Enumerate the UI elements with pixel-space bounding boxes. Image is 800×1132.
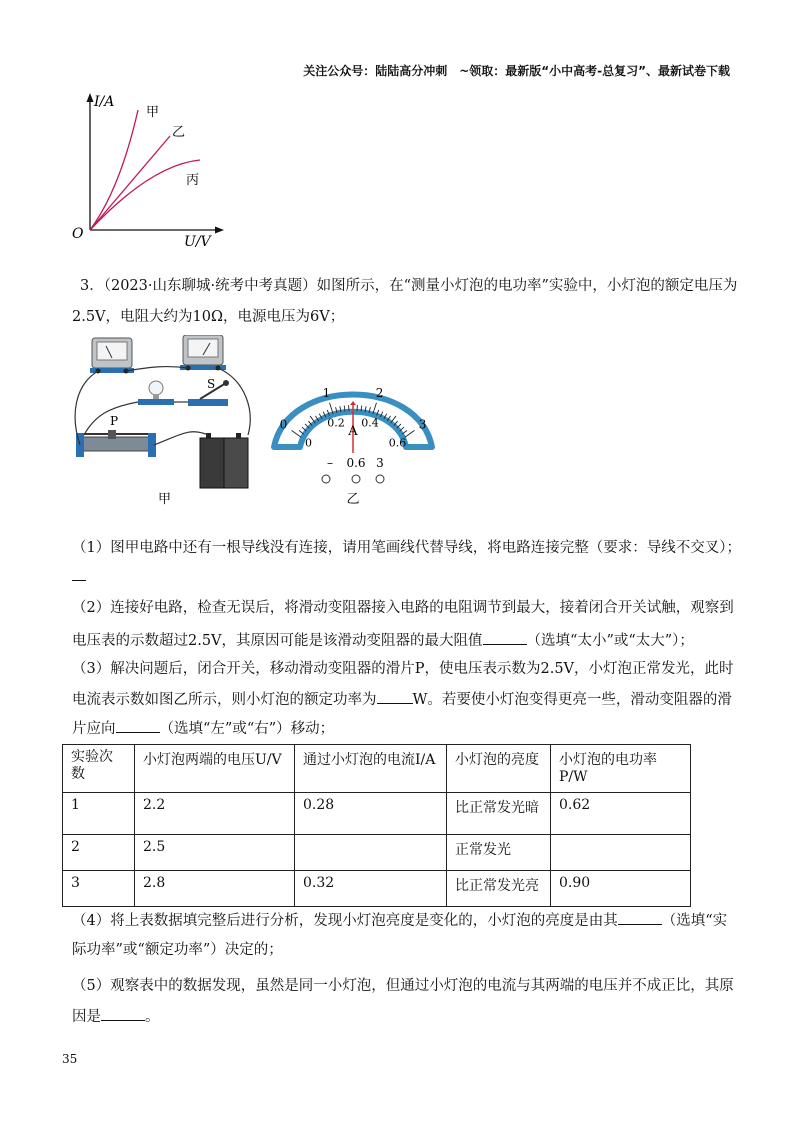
terminal-knob-0-6 <box>352 475 360 483</box>
data-table <box>62 744 691 907</box>
table-row <box>63 793 691 835</box>
answer-blank-3b <box>116 718 160 733</box>
table-cell <box>295 835 447 871</box>
answer-blank-2 <box>483 630 527 645</box>
part-4-line2: 际功率”或“额定功率”）决定的； <box>72 942 283 958</box>
part-1: （1）图甲电路中还有一根导线没有连接，请用笔画线代替导线，将电路连接完整（要求：导线不交叉）； <box>72 540 741 556</box>
light-bulb <box>138 381 174 405</box>
part-2-line1: （2）连接好电路，检查无误后，将滑动变阻器接入电路的电阻调节到最大，接着闭合开关试触，观察到 <box>72 600 734 616</box>
table-cell: 2 <box>63 835 135 871</box>
part-3-text-3: 片应向 <box>72 721 116 737</box>
curve-jia <box>90 110 138 230</box>
table-header-row <box>63 745 691 793</box>
table-cell: 2.2 <box>135 793 295 835</box>
table-cell: 0.62 <box>551 793 691 835</box>
table-cell: 正常发光 <box>447 835 551 871</box>
terminal-3: 3 <box>376 456 384 470</box>
table-header-cell: 小灯泡的电功率P/W <box>551 745 691 793</box>
page-number: 35 <box>62 1052 78 1066</box>
answer-blank-5 <box>101 1006 145 1021</box>
question-stem-text: 如图所示，在“测量小灯泡的电功率”实验中，小灯泡的额定电压为 <box>316 278 738 294</box>
table-header-cell: 通过小灯泡的电流I/A <box>295 745 447 793</box>
curve-yi <box>90 136 170 230</box>
page-header: 关注公众号：陆陆高分冲刺 ~领取：最新版“小中高考-总复习”、最新试卷下载 <box>303 64 730 78</box>
table-cell: 2.8 <box>135 871 295 907</box>
question-source: （2023·山东聊城·统考中考真题） <box>103 278 317 294</box>
curve-bing <box>90 160 200 230</box>
ammeter-unit: A <box>348 424 358 439</box>
part-5-line2 <box>72 1006 160 1027</box>
part-2-text: 电压表的示数超过2.5V，其原因可能是该滑动变阻器的最大阻值 <box>72 633 483 649</box>
table-cell: 比正常发光暗 <box>447 793 551 835</box>
part-3-line1: （3）解决问题后，闭合开关，移动滑动变阻器的滑片P，使电压表示数为2.5V，小灯泡正常发光，此时 <box>72 661 734 677</box>
curve-label-yi: 乙 <box>172 125 186 140</box>
ammeter-device <box>180 335 226 371</box>
question-stem-line2: 2.5V，电阻大约为10Ω，电源电压为6V； <box>72 309 345 325</box>
table-cell: 0.28 <box>295 793 447 835</box>
curve-label-bing: 丙 <box>186 173 200 188</box>
x-axis-arrow <box>215 227 224 234</box>
answer-blank-3a <box>377 689 413 704</box>
terminal-knob-3 <box>376 475 384 483</box>
table-cell: 0.32 <box>295 871 447 907</box>
rheostat <box>76 430 156 457</box>
table-cell: 3 <box>63 871 135 907</box>
table-cell: 2.5 <box>135 835 295 871</box>
terminal-negative: – <box>327 456 333 470</box>
table-row <box>63 835 691 871</box>
bottom-scale-label: 0.2 <box>327 416 345 430</box>
top-scale-label: 0 <box>279 417 288 432</box>
ammeter-dial-figure <box>268 355 443 515</box>
y-axis-label: I/A <box>94 94 115 110</box>
answer-blank-4 <box>618 910 662 925</box>
part-4-options: （选填“实 <box>661 913 728 929</box>
battery <box>200 433 248 488</box>
figure-label-jia: 甲 <box>158 492 172 507</box>
bottom-scale-label: 0.6 <box>388 436 407 450</box>
bottom-scale-label: 0 <box>305 436 313 450</box>
table-header-cell: 小灯泡的亮度 <box>447 745 551 793</box>
terminal-0-6: 0.6 <box>346 456 366 470</box>
part-2-line2 <box>72 630 694 651</box>
part-3-line2 <box>72 689 732 710</box>
switch-label: S <box>207 377 216 391</box>
table-cell: 0.90 <box>551 871 691 907</box>
table-header-cell: 实验次数 <box>63 745 135 793</box>
slider-label: P <box>110 414 119 428</box>
part-3-text: 电流表示数如图乙所示，则小灯泡的额定功率为 <box>72 692 377 708</box>
top-scale-label: 3 <box>418 417 427 432</box>
part-5-line1: （5）观察表中的数据发现，虽然是同一小灯泡，但通过小灯泡的电流与其两端的电压并不成正比，其原 <box>72 978 734 994</box>
part-3-line3 <box>72 718 334 739</box>
question-stem-line1 <box>80 276 737 296</box>
iu-graph <box>60 88 230 248</box>
circuit-figure <box>70 335 270 510</box>
table-cell: 比正常发光亮 <box>447 871 551 907</box>
bottom-scale-label: 0.4 <box>361 416 379 430</box>
figure-label-yi: 乙 <box>346 492 360 507</box>
part-3-options: （选填“左”或“右”）移动； <box>159 721 335 737</box>
part-5-end: 。 <box>145 1009 160 1025</box>
part-3-text-2: W。若要使小灯泡变得更亮一些，滑动变阻器的滑 <box>412 692 732 708</box>
x-axis-label: U/V <box>184 234 211 248</box>
table-row <box>63 871 691 907</box>
part-2-options: （选填“太小”或“太大”）； <box>526 633 694 649</box>
question-number: 3． <box>80 278 104 294</box>
table-cell <box>551 835 691 871</box>
part-4-line1 <box>72 910 727 931</box>
table-header-cell: 小灯泡两端的电压U/V <box>135 745 295 793</box>
part-4-text: （4）将上表数据填完整后进行分析，发现小灯泡亮度是变化的，小灯泡的亮度是由其 <box>72 913 618 929</box>
part-5-text: 因是 <box>72 1009 101 1025</box>
top-scale-label: 2 <box>375 386 384 401</box>
top-scale-label: 1 <box>322 386 331 401</box>
curve-label-jia: 甲 <box>146 105 160 120</box>
y-axis-arrow <box>87 93 94 102</box>
voltmeter <box>90 338 134 374</box>
answer-blank-1 <box>72 580 86 581</box>
table-cell: 1 <box>63 793 135 835</box>
origin-label: O <box>72 226 84 242</box>
terminal-knob-negative <box>322 475 330 483</box>
